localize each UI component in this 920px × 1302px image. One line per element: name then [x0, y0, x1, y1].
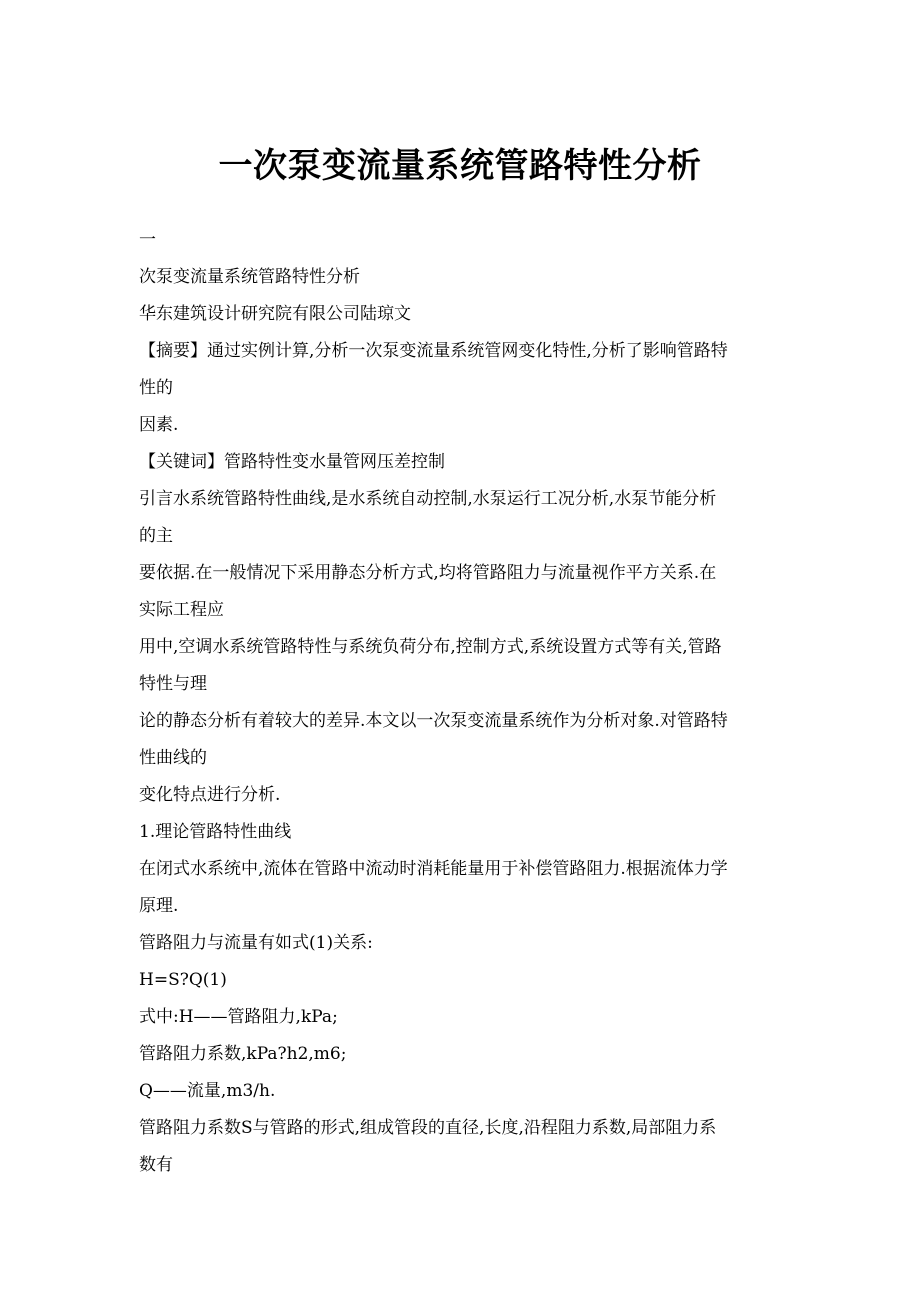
text-line: 要依据.在一般情况下采用静态分析方式,均将管路阻力与流量视作平方关系.在: [139, 563, 717, 583]
page-title: 一次泵变流量系统管路特性分析: [218, 146, 702, 186]
text-line: 变化特点进行分析.: [139, 785, 281, 805]
author-line: 华东建筑设计研究院有限公司陆琼文: [139, 304, 411, 324]
text-line: 在闭式水系统中,流体在管路中流动时消耗能量用于补偿管路阻力.根据流体力学: [139, 859, 728, 879]
text-line: 实际工程应: [139, 600, 224, 620]
text-line: 管路阻力与流量有如式(1)关系:: [139, 933, 373, 953]
text-line: 管路阻力系数S与管路的形式,组成管段的直径,长度,沿程阻力系数,局部阻力系: [139, 1118, 717, 1138]
text-line: 引言水系统管路特性曲线,是水系统自动控制,水泵运行工况分析,水泵节能分析: [139, 489, 717, 509]
text-line: 特性与理: [139, 674, 207, 694]
text-line: 性曲线的: [139, 748, 207, 768]
text-line: 论的静态分析有着较大的差异.本文以一次泵变流量系统作为分析对象.对管路特: [139, 711, 728, 731]
text-line: 管路阻力系数,kPa?h2,m6;: [139, 1044, 347, 1064]
abstract-line: 【摘要】通过实例计算,分析一次泵变流量系统管网变化特性,分析了影响管路特: [139, 341, 728, 361]
abstract-line: 性的: [139, 378, 173, 398]
abstract-line: 因素.: [139, 415, 179, 435]
text-line: 次泵变流量系统管路特性分析: [139, 267, 360, 287]
text-line: 式中:H——管路阻力,kPa;: [139, 1007, 338, 1027]
section-heading: 1.理论管路特性曲线: [139, 822, 292, 842]
text-line: 数有: [139, 1155, 173, 1175]
text-line: 原理.: [139, 896, 179, 916]
text-line: 一: [139, 230, 156, 250]
keywords-line: 【关键词】管路特性变水量管网压差控制: [139, 452, 445, 472]
text-line: 的主: [139, 526, 173, 546]
document-body: [139, 222, 799, 1184]
formula-line: H=S?Q(1): [139, 970, 227, 990]
text-line: Q——流量,m3/h.: [139, 1081, 276, 1101]
text-line: 用中,空调水系统管路特性与系统负荷分布,控制方式,系统设置方式等有关,管路: [139, 637, 722, 657]
